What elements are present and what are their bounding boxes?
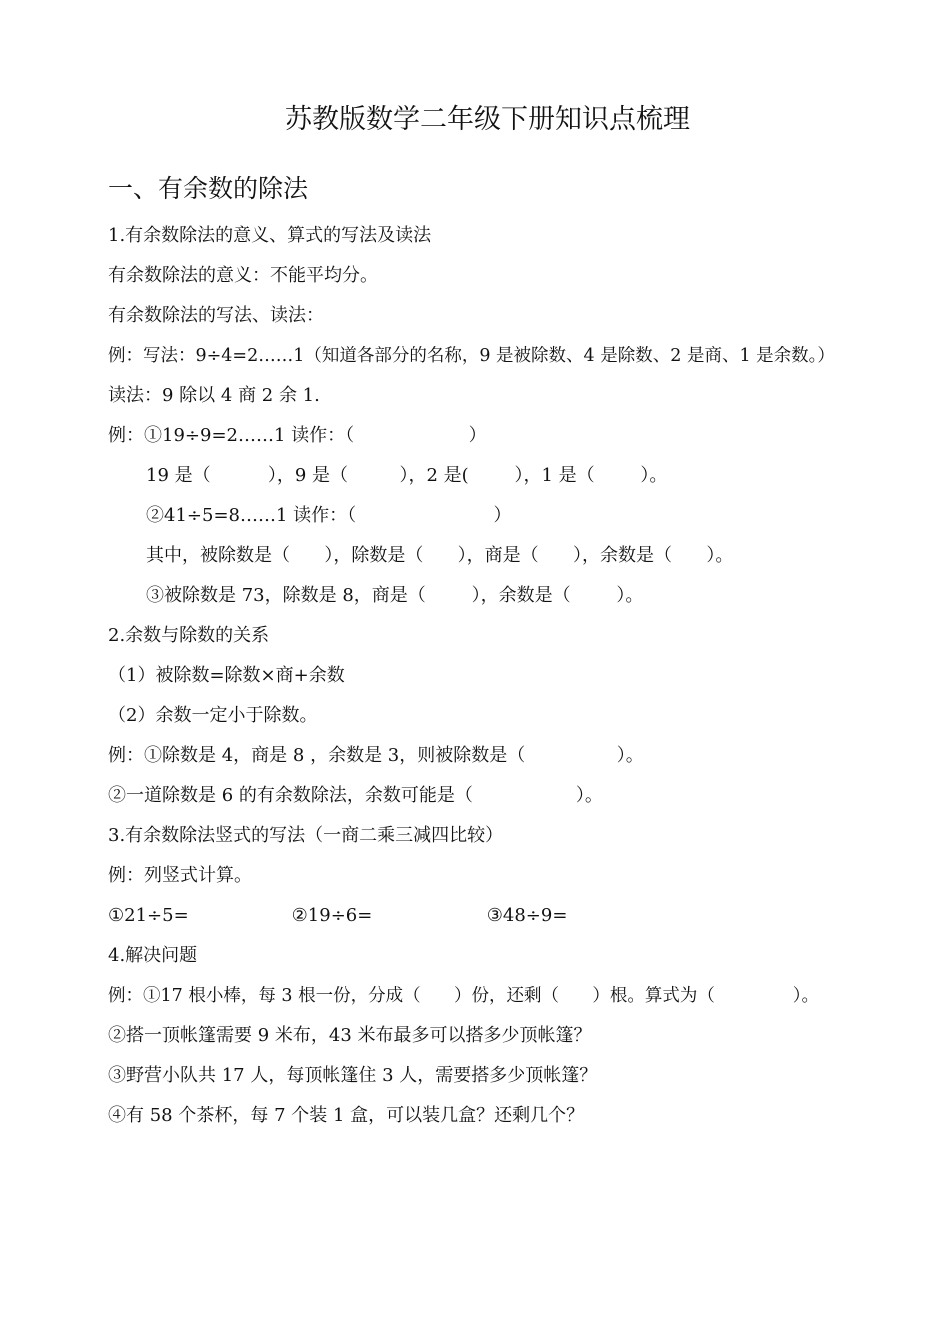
example-line: ②41÷5=8……1 读作：（ ） <box>146 505 512 526</box>
rule-line: （2）余数一定小于除数。 <box>108 705 318 726</box>
problem-line: ②搭一顶帐篷需要 9 米布，43 米布最多可以搭多少顶帐篷？ <box>108 1025 592 1046</box>
problem-line: ④有 58 个茶杯，每 7 个装 1 盒，可以装几盒？还剩几个？ <box>108 1105 585 1126</box>
text-line: 读法：9 除以 4 商 2 余 1. <box>108 385 320 406</box>
section-heading: 一、有余数的除法 <box>108 174 309 203</box>
text-line: 有余数除法的意义：不能平均分。 <box>108 265 378 286</box>
document-title: 苏教版数学二年级下册知识点梳理 <box>285 104 690 135</box>
rule-line: （1）被除数=除数×商+余数 <box>108 665 345 686</box>
problem-line: ③野营小队共 17 人，每顶帐篷住 3 人，需要搭多少顶帐篷？ <box>108 1065 598 1086</box>
exercise-line: ①21÷5= ②19÷6= ③48÷9= <box>108 905 568 926</box>
example-line: 例：写法：9÷4=2……1（知道各部分的名称，9 是被除数、4 是除数、2 是商、1 是余数。） <box>108 346 835 366</box>
example-line: 例：①17 根小棒，每 3 根一份，分成（ ）份，还剩（ ）根。算式为（ ）。 <box>108 986 819 1006</box>
fill-blank-line: ③被除数是 73，除数是 8，商是（ ），余数是（ ）。 <box>146 585 644 606</box>
text-line: 有余数除法的写法、读法： <box>108 305 324 326</box>
example-line: ②一道除数是 6 的有余数除法，余数可能是（ ）。 <box>108 785 603 806</box>
example-line: 例：①除数是 4，商是 8 ，余数是 3，则被除数是（ ）。 <box>108 745 644 766</box>
fill-blank-line: 其中，被除数是（ ），除数是（ ），商是（ ），余数是（ ）。 <box>146 545 734 566</box>
example-line: 例：①19÷9=2……1 读作：（ ） <box>108 425 487 446</box>
subheading-remainder: 2.余数与除数的关系 <box>108 625 270 646</box>
subheading-problems: 4.解决问题 <box>108 945 198 966</box>
fill-blank-line: 19 是（ ），9 是（ ），2 是( ），1 是（ ）。 <box>146 465 668 486</box>
subheading-meaning: 1.有余数除法的意义、算式的写法及读法 <box>108 225 432 246</box>
subheading-vertical: 3.有余数除法竖式的写法（一商二乘三减四比较） <box>108 825 504 846</box>
text-line: 例：列竖式计算。 <box>108 865 252 886</box>
